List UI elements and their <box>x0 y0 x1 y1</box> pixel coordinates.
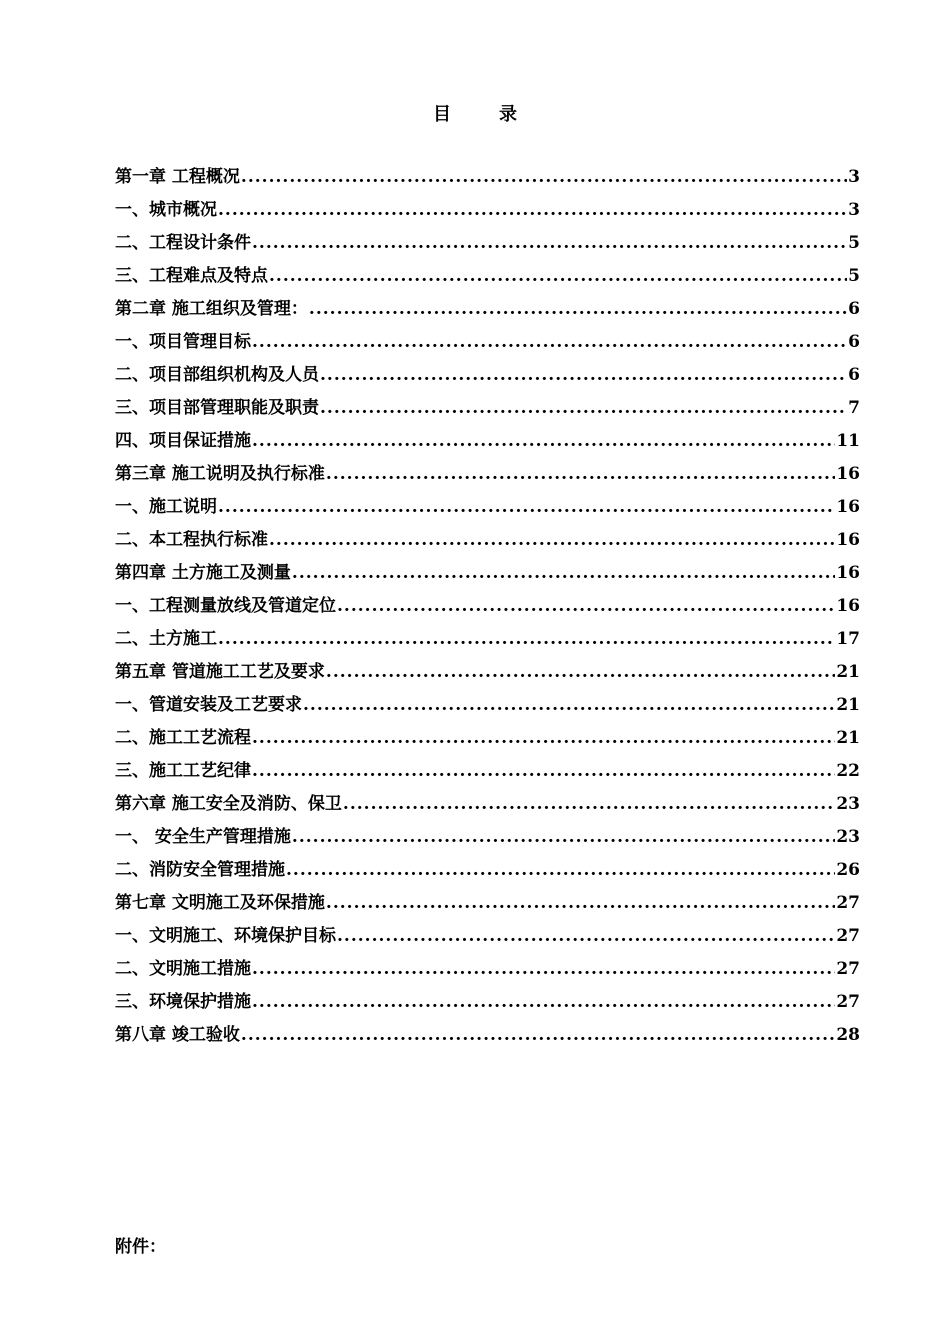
toc-entry[interactable] <box>115 426 860 459</box>
toc-entry-label: 三、施工工艺纪律 <box>115 761 251 781</box>
toc-entry-label: 四、项目保证措施 <box>115 431 251 451</box>
toc-entry-page-number: 27 <box>836 926 860 946</box>
toc-entry-page-number: 5 <box>848 266 860 286</box>
toc-entry-label: 第三章 施工说明及执行标准 <box>115 464 325 484</box>
toc-dot-leader <box>286 860 835 880</box>
toc-dot-leader <box>241 1025 835 1045</box>
toc-entry-page-number: 21 <box>836 728 860 748</box>
toc-dot-leader <box>337 596 835 616</box>
toc-entry[interactable] <box>115 393 860 426</box>
toc-entry-label: 一、项目管理目标 <box>115 332 251 352</box>
toc-entry-page-number: 16 <box>836 530 860 550</box>
toc-entry-label: 一、城市概况 <box>115 200 217 220</box>
toc-entry-page-number: 22 <box>836 761 860 781</box>
toc-dot-leader <box>252 959 835 979</box>
toc-dot-leader <box>241 167 847 187</box>
toc-entry-label: 一、施工说明 <box>115 497 217 517</box>
toc-dot-leader <box>320 398 847 418</box>
toc-entry-label: 第六章 施工安全及消防、保卫 <box>115 794 342 814</box>
toc-entry[interactable] <box>115 228 860 261</box>
toc-entry[interactable] <box>115 327 860 360</box>
toc-list <box>115 162 860 1053</box>
toc-entry[interactable] <box>115 888 860 921</box>
toc-entry-label: 第四章 土方施工及测量 <box>115 563 291 583</box>
toc-entry[interactable] <box>115 690 860 723</box>
toc-entry-label: 二、本工程执行标准 <box>115 530 268 550</box>
toc-dot-leader <box>292 563 835 583</box>
toc-entry-label: 一、文明施工、环境保护目标 <box>115 926 336 946</box>
toc-entry-page-number: 5 <box>848 233 860 253</box>
toc-dot-leader <box>218 200 847 220</box>
toc-entry[interactable] <box>115 162 860 195</box>
toc-entry-label: 二、项目部组织机构及人员 <box>115 365 319 385</box>
toc-entry[interactable] <box>115 657 860 690</box>
toc-entry[interactable] <box>115 1020 860 1053</box>
toc-entry-label: 三、工程难点及特点 <box>115 266 268 286</box>
toc-entry-page-number: 3 <box>848 167 860 187</box>
toc-dot-leader <box>252 431 835 451</box>
toc-entry[interactable] <box>115 195 860 228</box>
toc-entry-page-number: 21 <box>836 695 860 715</box>
toc-entry-page-number: 23 <box>836 794 860 814</box>
toc-entry-label: 一、管道安装及工艺要求 <box>115 695 302 715</box>
toc-dot-leader <box>292 827 835 847</box>
toc-entry[interactable] <box>115 525 860 558</box>
toc-entry[interactable] <box>115 624 860 657</box>
toc-title <box>0 100 950 126</box>
toc-dot-leader <box>320 365 847 385</box>
toc-entry-label: 第八章 竣工验收 <box>115 1025 240 1045</box>
toc-title-part1: 目 <box>433 104 451 125</box>
toc-entry-page-number: 23 <box>836 827 860 847</box>
toc-entry-label: 第五章 管道施工工艺及要求 <box>115 662 325 682</box>
toc-entry[interactable] <box>115 591 860 624</box>
toc-entry-label: 三、项目部管理职能及职责 <box>115 398 319 418</box>
toc-entry-label: 第七章 文明施工及环保措施 <box>115 893 325 913</box>
toc-dot-leader <box>252 761 835 781</box>
toc-entry-label: 二、文明施工措施 <box>115 959 251 979</box>
toc-entry[interactable] <box>115 987 860 1020</box>
toc-entry[interactable] <box>115 855 860 888</box>
toc-entry[interactable] <box>115 822 860 855</box>
toc-entry-page-number: 28 <box>836 1025 860 1045</box>
toc-entry-page-number: 21 <box>836 662 860 682</box>
toc-entry[interactable] <box>115 459 860 492</box>
toc-entry-label: 二、消防安全管理措施 <box>115 860 285 880</box>
toc-dot-leader <box>337 926 835 946</box>
toc-dot-leader <box>252 728 835 748</box>
toc-entry-page-number: 17 <box>836 629 860 649</box>
toc-entry-page-number: 6 <box>848 299 860 319</box>
toc-entry[interactable] <box>115 558 860 591</box>
toc-entry[interactable] <box>115 294 860 327</box>
toc-entry-label: 二、工程设计条件 <box>115 233 251 253</box>
toc-entry-label: 一、 安全生产管理措施 <box>115 827 291 847</box>
toc-entry[interactable] <box>115 954 860 987</box>
toc-dot-leader <box>343 794 835 814</box>
toc-entry[interactable] <box>115 261 860 294</box>
toc-entry[interactable] <box>115 723 860 756</box>
toc-entry[interactable] <box>115 921 860 954</box>
toc-dot-leader <box>326 893 835 913</box>
toc-entry-page-number: 6 <box>848 365 860 385</box>
toc-entry-label: 二、施工工艺流程 <box>115 728 251 748</box>
toc-entry-page-number: 27 <box>836 959 860 979</box>
toc-dot-leader <box>252 332 847 352</box>
toc-entry-page-number: 3 <box>848 200 860 220</box>
toc-entry-page-number: 16 <box>836 497 860 517</box>
toc-dot-leader <box>252 992 835 1012</box>
toc-entry-page-number: 11 <box>836 431 860 451</box>
toc-entry-label: 二、土方施工 <box>115 629 217 649</box>
toc-entry-page-number: 7 <box>848 398 860 418</box>
toc-entry-page-number: 27 <box>836 893 860 913</box>
toc-entry[interactable] <box>115 360 860 393</box>
toc-entry-label: 三、环境保护措施 <box>115 992 251 1012</box>
toc-entry-page-number: 27 <box>836 992 860 1012</box>
toc-dot-leader <box>303 695 835 715</box>
toc-dot-leader <box>218 497 835 517</box>
attachment-label: 附件： <box>115 1237 166 1257</box>
toc-entry-page-number: 6 <box>848 332 860 352</box>
toc-entry-label: 一、工程测量放线及管道定位 <box>115 596 336 616</box>
toc-entry-label: 第二章 施工组织及管理： <box>115 299 308 319</box>
toc-entry-page-number: 16 <box>836 464 860 484</box>
toc-entry-page-number: 16 <box>836 563 860 583</box>
toc-dot-leader <box>326 464 835 484</box>
toc-entry[interactable] <box>115 789 860 822</box>
toc-dot-leader <box>269 530 835 550</box>
toc-dot-leader <box>326 662 835 682</box>
toc-dot-leader <box>309 299 847 319</box>
toc-entry[interactable] <box>115 492 860 525</box>
toc-entry-page-number: 16 <box>836 596 860 616</box>
toc-dot-leader <box>218 629 835 649</box>
toc-dot-leader <box>269 266 847 286</box>
toc-dot-leader <box>252 233 847 253</box>
toc-entry[interactable] <box>115 756 860 789</box>
toc-entry-page-number: 26 <box>836 860 860 880</box>
toc-entry-label: 第一章 工程概况 <box>115 167 240 187</box>
toc-title-part2: 录 <box>499 104 517 125</box>
